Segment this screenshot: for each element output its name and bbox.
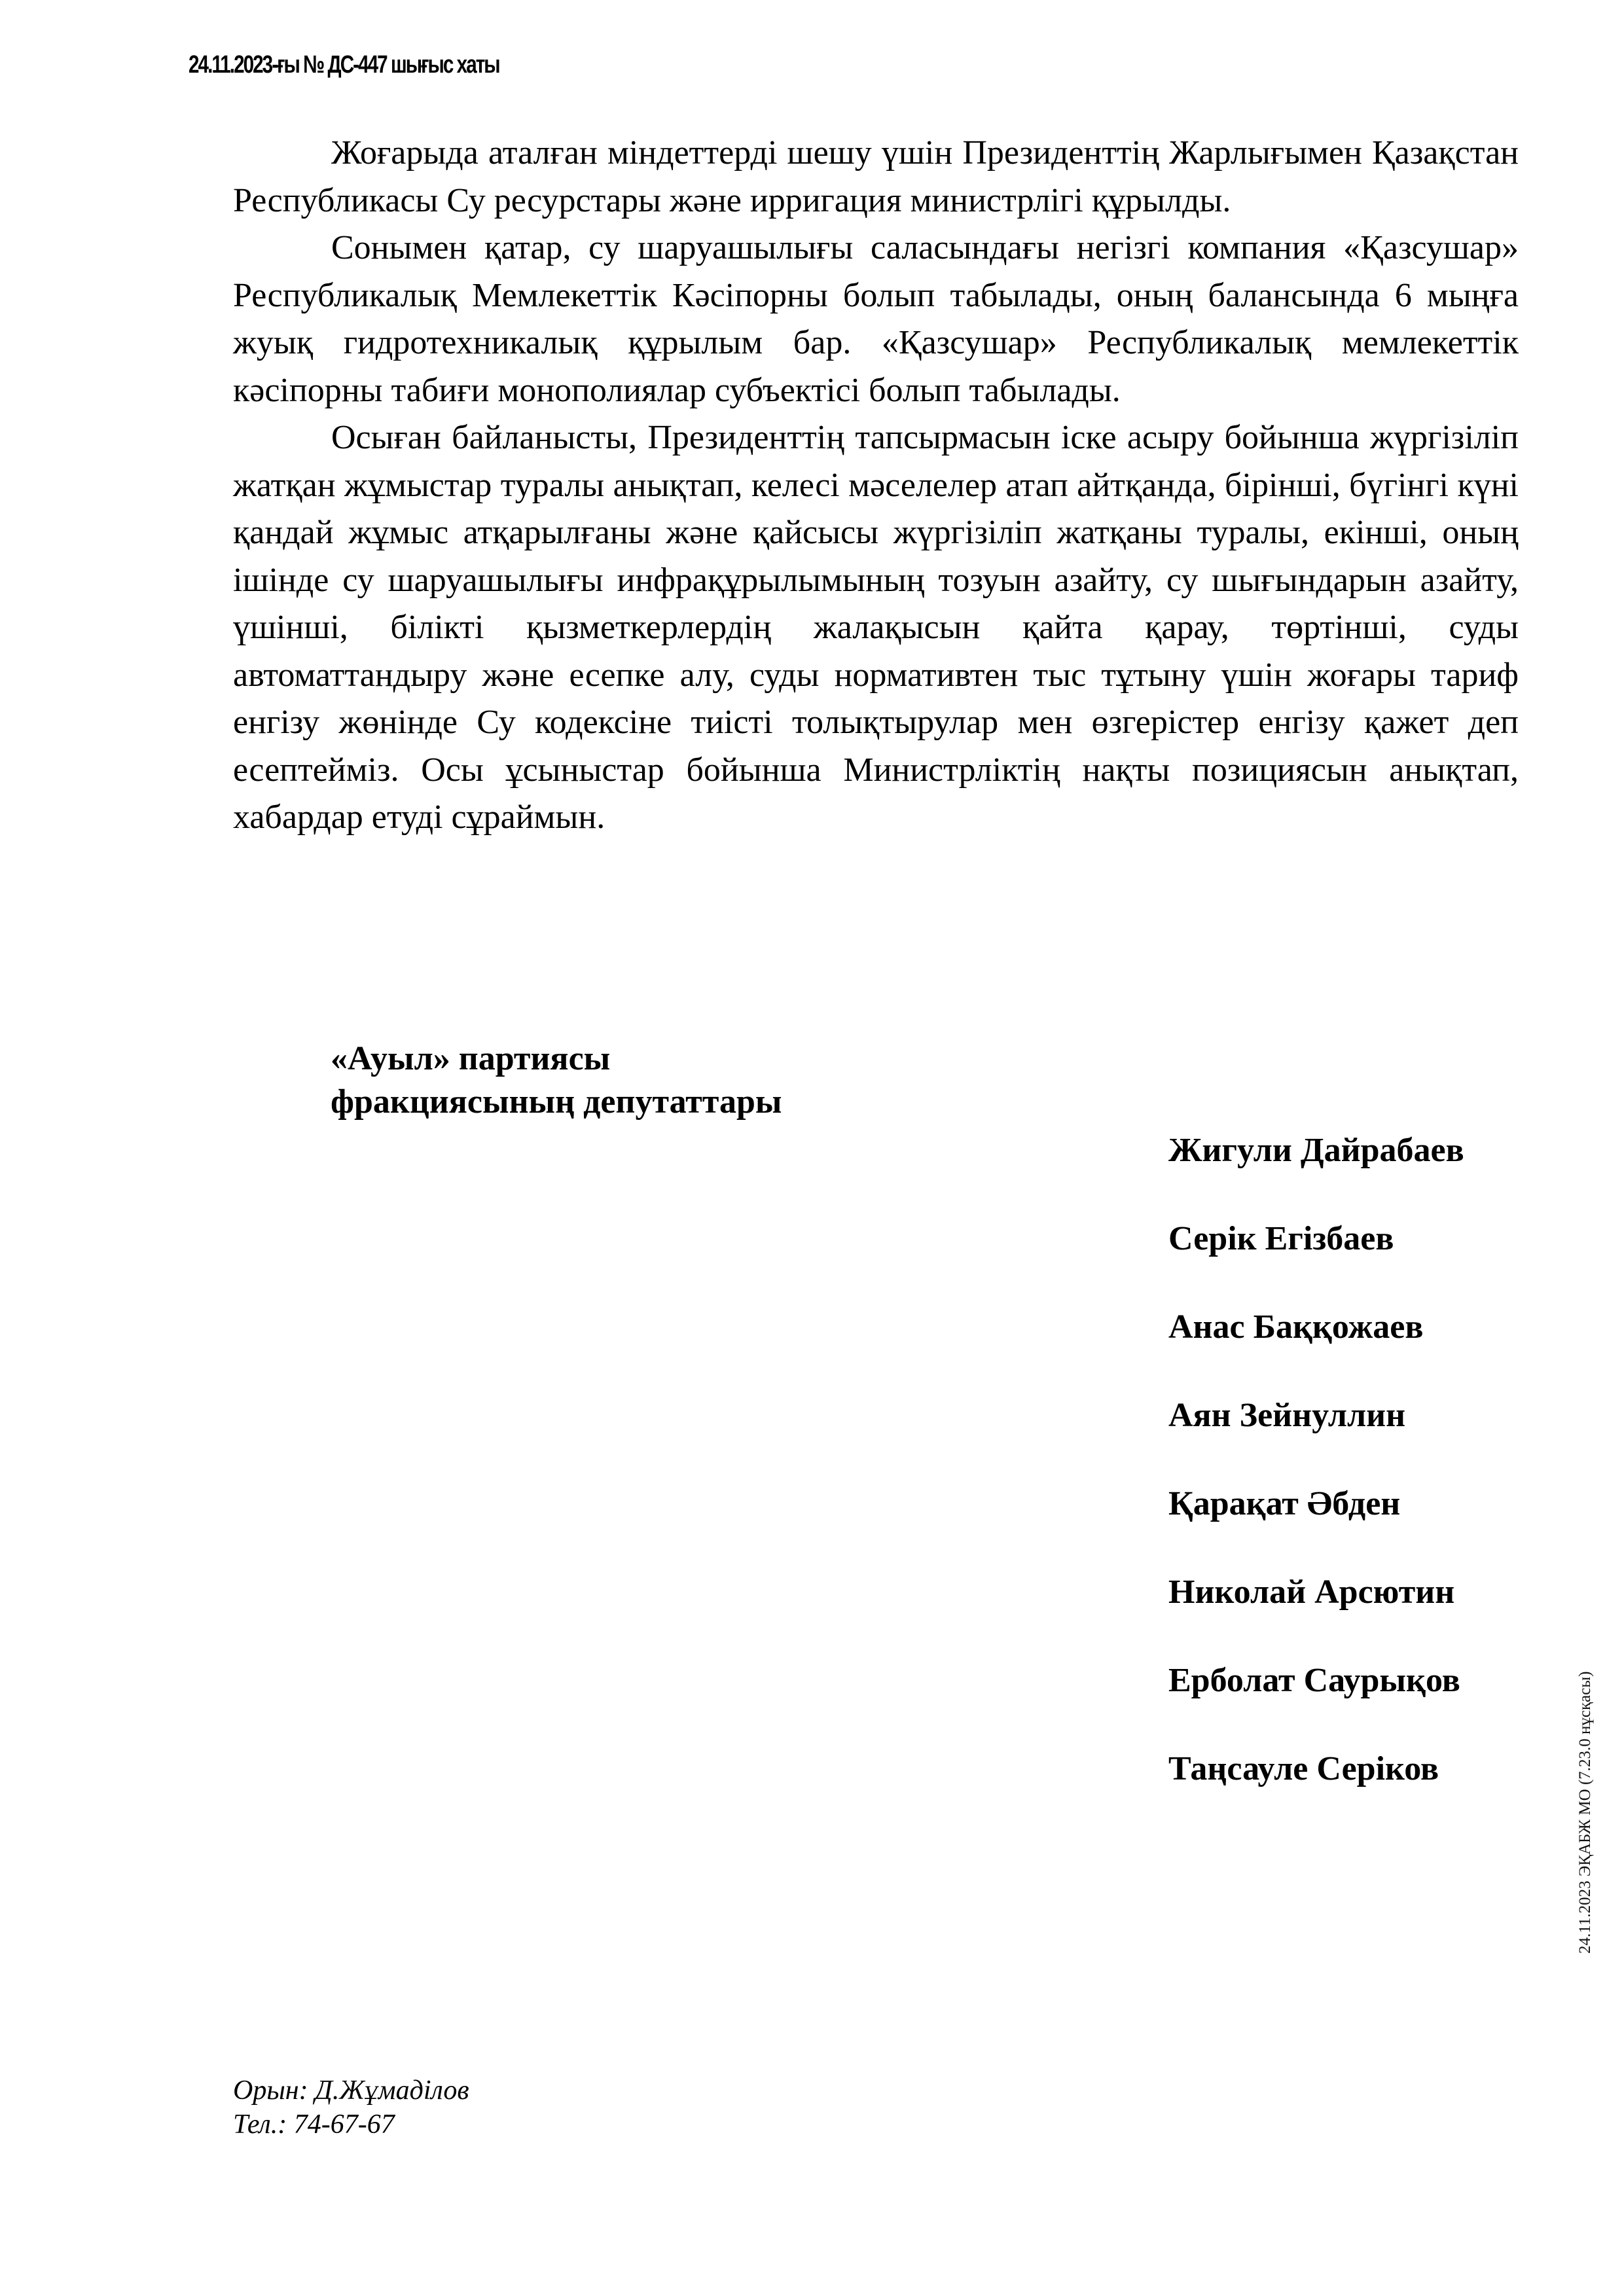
signature-faction-line: фракциясының депутаттары (331, 1083, 782, 1121)
deputy-name: Серік Егізбаев (1168, 1220, 1394, 1257)
deputy-name: Жигули Дайрабаев (1168, 1132, 1464, 1169)
deputy-name: Николай Арсютин (1168, 1573, 1455, 1611)
body-paragraph-1: Жоғарыда аталған міндеттерді шешу үшін Президенттің Жарлығымен Қазақстан Республикасы Су ресурстары және ирригация министрлігі құрылды. (233, 134, 1519, 219)
executor-phone: Тел.: 74-67-67 (233, 2109, 395, 2140)
executor-block (233, 2073, 469, 2142)
signature-block (331, 1037, 782, 1124)
registration-stamp: 24.11.2023 ЭҚАБЖ МО (7.23.0 нұсқасы) (1576, 1671, 1594, 1954)
deputy-name: Анас Баққожаев (1168, 1308, 1424, 1346)
deputy-name: Ерболат Саурықов (1168, 1662, 1460, 1699)
deputy-name: Аян Зейнуллин (1168, 1397, 1406, 1434)
outgoing-reference: 24.11.2023-ғы № ДС-447 шығыс хаты (189, 51, 499, 79)
letter-body (233, 130, 1519, 842)
signature-party-line: «Ауыл» партиясы (331, 1040, 611, 1077)
body-paragraph-3: Осыған байланысты, Президенттің тапсырмасын іске асыру бойынша жүргізіліп жатқан жұмыстар туралы анықтап, келесі мәселелер атап айтқанда, бірінші, бүгінгі күні қандай жұмыс атқарылғаны және қайсысы жүргізіліп жатқаны туралы, екінші, оның ішінде су шаруашылығы инфрақұрылымының тозуын азайту, су шығындарын азайту, үшінші, білікті қызметкерлердің жалақысын қайта қарау, төртінші, суды автоматтандыру және есепке алу, суды нормативтен тыс тұтыну үшін жоғары тариф енгізу жөнінде Су кодексіне тиісті толықтырулар мен өзгерістер енгізу қажет деп есептейміз. Осы ұсыныстар бойынша Министрліктің нақты позициясын анықтап, хабардар етуді сұраймын. (233, 419, 1519, 836)
deputy-name: Қарақат Әбден (1168, 1485, 1401, 1522)
deputy-name: Таңсауле Серіков (1168, 1750, 1439, 1787)
deputy-list (1168, 1131, 1464, 1838)
executor-name: Орын: Д.Жұмаділов (233, 2075, 469, 2106)
body-paragraph-2: Сонымен қатар, су шаруашылығы саласындағы негізгі компания «Қазсушар» Республикалық Мемлекеттік Кәсіпорны болып табылады, оның балансында 6 мыңға жуық гидротехникалық құрылым бар. «Қазсушар» Республикалық мемлекеттік кәсіпорны табиғи монополиялар субъектісі болып табылады. (233, 229, 1519, 409)
